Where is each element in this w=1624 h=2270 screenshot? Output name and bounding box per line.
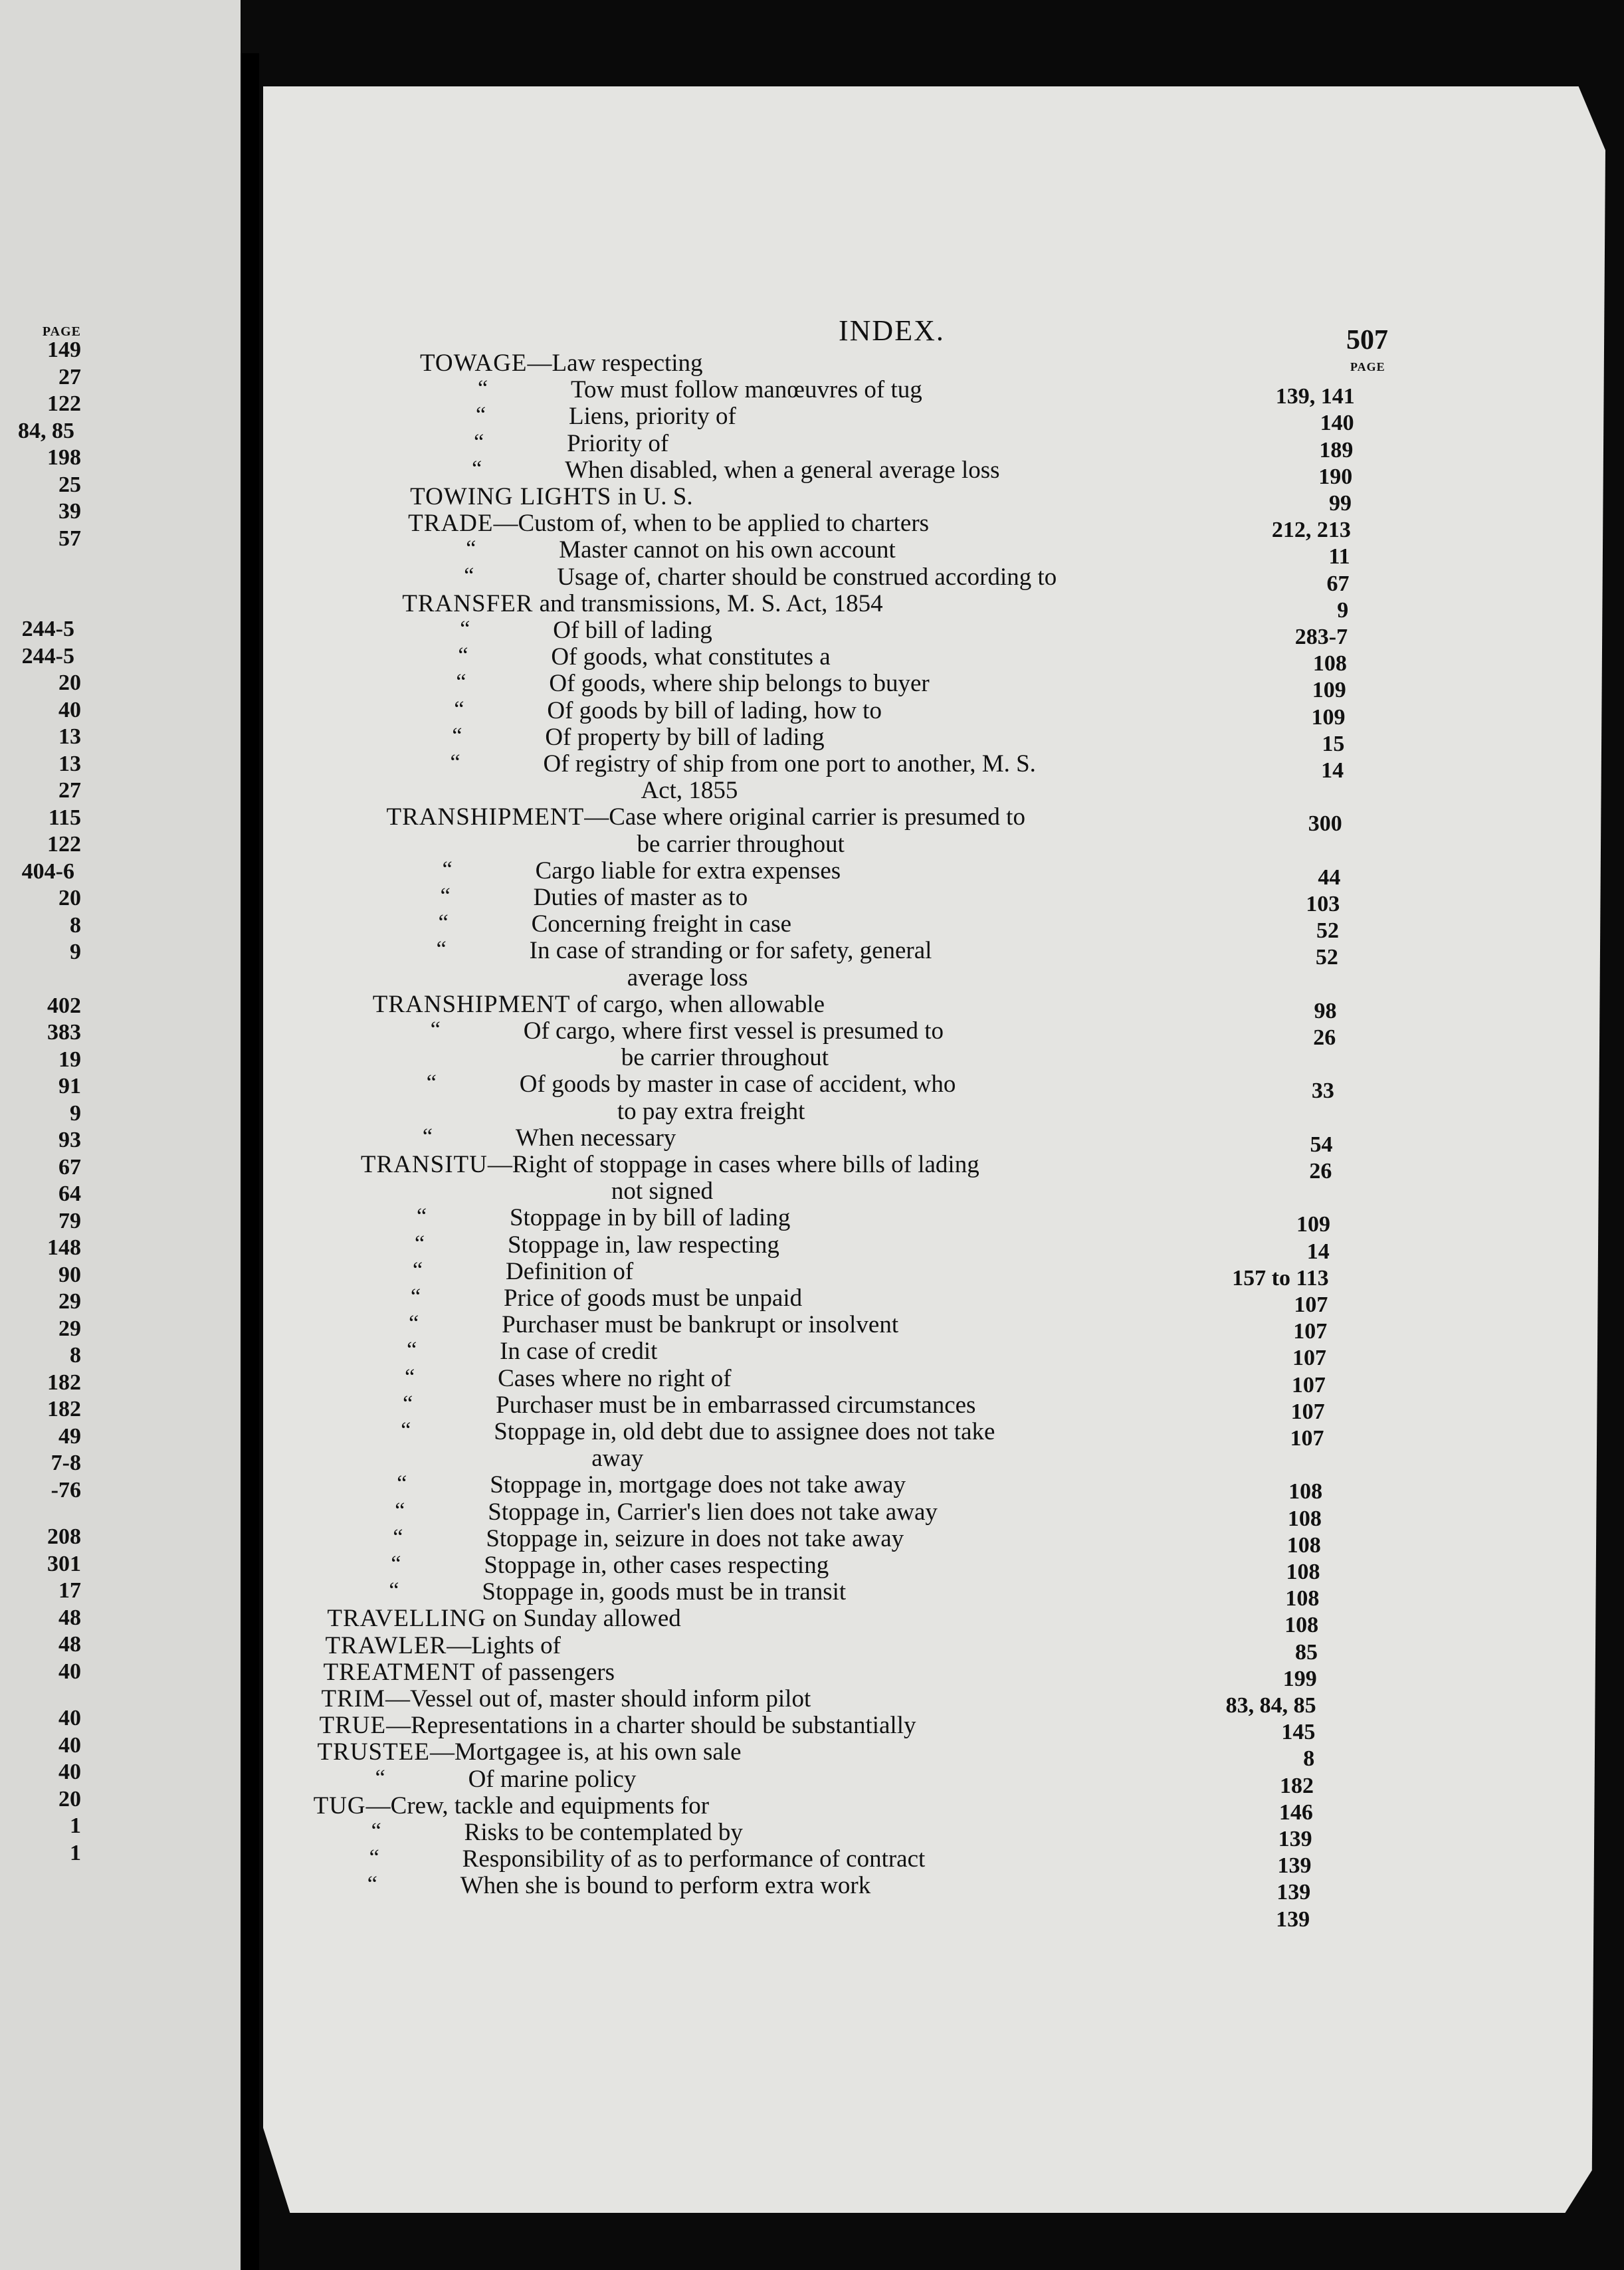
entry-page-ref: 9 — [1337, 597, 1349, 623]
entry-text: —Right of stoppage in cases where bills of lading — [487, 1151, 979, 1178]
index-entry — [442, 857, 841, 884]
left-page-number: 40 — [58, 1706, 81, 1730]
entry-text: Of goods, what constitutes a — [551, 643, 831, 671]
index-entry — [411, 1285, 803, 1312]
entry-text: In case of stranding or for safety, general — [529, 937, 932, 965]
entry-text: —Representations in a charter should be substantially — [386, 1712, 916, 1740]
left-page-number: 20 — [58, 886, 81, 910]
entry-text: Of goods by bill of lading, how to — [547, 696, 882, 724]
entry-heading: TOWING LIGHTS — [410, 483, 612, 510]
ditto-mark: “ — [405, 1364, 415, 1390]
entry-heading: TRUSTEE — [317, 1738, 430, 1766]
ditto-mark: “ — [440, 884, 451, 908]
entry-text: Concerning freight in case — [531, 910, 792, 938]
entry-text: —Mortgagee is, at his own sale — [429, 1738, 742, 1766]
entry-page-ref: 108 — [1286, 1532, 1321, 1558]
left-page-number: 244-5 — [21, 643, 74, 669]
left-page-number: 198 — [47, 445, 81, 470]
index-entry — [452, 723, 825, 751]
entry-page-ref: 107 — [1290, 1399, 1325, 1424]
entry-page-ref: 139 — [1276, 1880, 1311, 1905]
entry-continuation: away — [591, 1445, 644, 1473]
entry-page-ref: 109 — [1296, 1212, 1330, 1237]
ditto-mark: “ — [478, 376, 488, 401]
entry-page-ref: 14 — [1306, 1239, 1330, 1264]
left-page-number: 29 — [58, 1316, 81, 1341]
left-page-label: PAGE — [42, 324, 81, 339]
entry-page-ref: 33 — [1311, 1079, 1334, 1104]
entry-text: Cases where no right of — [498, 1364, 732, 1392]
left-page-number: 182 — [47, 1370, 81, 1395]
entry-heading: TUG — [313, 1792, 366, 1819]
ditto-mark: “ — [389, 1578, 399, 1603]
entry-page-ref: 15 — [1322, 731, 1345, 756]
ditto-mark: “ — [407, 1338, 417, 1363]
index-entry — [401, 1418, 995, 1445]
entry-text: Of property by bill of lading — [545, 723, 825, 751]
left-page-number: 40 — [58, 1732, 81, 1758]
left-page-number: 91 — [58, 1074, 81, 1098]
entry-page-ref: 139, 141 — [1275, 384, 1355, 409]
entry-text: Stoppage in, other cases respecting — [484, 1552, 829, 1579]
entry-heading: TRAWLER — [325, 1631, 447, 1659]
entry-page-ref: 108 — [1312, 651, 1347, 676]
entry-heading: TRIM — [321, 1685, 385, 1712]
entry-text: Usage of, charter should be construed according to — [557, 563, 1057, 591]
entry-text: Definition of — [506, 1257, 634, 1285]
entry-text: and transmissions, M. S. Act, 1854 — [533, 589, 883, 617]
entry-text: —Custom of, when to be applied to charters — [493, 510, 930, 538]
entry-text: Liens, priority of — [569, 403, 736, 431]
entry-text: Of marine policy — [468, 1765, 637, 1793]
index-entry — [314, 1794, 710, 1818]
entry-page-ref: 98 — [1314, 998, 1337, 1023]
entry-text: Cargo liable for extra expenses — [535, 857, 841, 884]
index-entry — [367, 1872, 871, 1900]
left-page-number: 27 — [58, 778, 81, 803]
ditto-mark: “ — [411, 1285, 421, 1309]
index-entry — [460, 617, 712, 644]
index-entry — [611, 1179, 713, 1203]
entry-text: Stoppage in, mortgage does not take away — [490, 1471, 906, 1499]
index-entry — [637, 832, 845, 857]
left-page-number: 244-5 — [21, 617, 74, 641]
left-page-number: 40 — [58, 1659, 81, 1684]
ditto-mark: “ — [416, 1204, 427, 1229]
index-entry — [456, 670, 930, 698]
entry-page-ref: 11 — [1328, 544, 1350, 569]
index-entry — [373, 992, 825, 1017]
entry-page-ref: 109 — [1312, 678, 1346, 703]
ditto-mark: “ — [401, 1418, 411, 1443]
entry-heading: TRANSHIPMENT — [386, 803, 585, 831]
index-entry — [397, 1471, 906, 1499]
entry-page-ref: 52 — [1316, 918, 1340, 944]
left-page-number: 20 — [58, 1786, 81, 1811]
entry-text: Stoppage in, Carrier's lien does not take away — [488, 1498, 938, 1526]
index-entry — [591, 1446, 643, 1471]
entry-page-ref: 140 — [1320, 411, 1354, 436]
entry-text: of cargo, when allowable — [570, 990, 825, 1018]
index-entry — [408, 511, 929, 536]
left-page-number: 49 — [58, 1423, 81, 1449]
left-page-number: 301 — [47, 1551, 81, 1576]
ditto-mark: “ — [393, 1524, 403, 1550]
index-entry — [641, 778, 738, 803]
entry-text: Stoppage in, goods must be in transit — [482, 1578, 847, 1606]
entry-continuation: average loss — [627, 964, 748, 991]
index-entry — [413, 1257, 634, 1285]
entry-continuation: to pay extra freight — [617, 1097, 805, 1125]
entry-page-ref: 54 — [1310, 1132, 1333, 1157]
entry-text: Of goods, where ship belongs to buyer — [549, 670, 930, 698]
index-entry — [403, 1391, 976, 1419]
entry-page-ref: 146 — [1278, 1800, 1313, 1825]
entry-text: When she is bound to perform extra work — [460, 1872, 871, 1900]
page-number: 507 — [1346, 325, 1388, 356]
ditto-mark: “ — [452, 723, 462, 748]
left-page-number: 29 — [58, 1289, 81, 1314]
entry-continuation: be carrier throughout — [637, 830, 845, 858]
left-page-number: 8 — [70, 1343, 81, 1368]
left-page-number: 27 — [58, 364, 81, 389]
ditto-mark: “ — [403, 1391, 413, 1416]
entry-page-ref: 139 — [1278, 1827, 1312, 1851]
index-entry — [375, 1765, 637, 1793]
index-entry — [617, 1099, 805, 1124]
left-page-number: 7-8 — [51, 1451, 81, 1475]
ditto-mark: “ — [414, 1231, 425, 1256]
entry-text: When necessary — [515, 1124, 676, 1152]
entry-page-ref: 67 — [1326, 571, 1350, 596]
left-page-number: 57 — [58, 526, 81, 551]
ditto-mark: “ — [426, 1071, 437, 1096]
entry-page-ref: 189 — [1319, 437, 1354, 463]
entry-text: Tow must follow manœuvres of tug — [571, 376, 922, 404]
entry-page-ref: 26 — [1309, 1159, 1332, 1184]
left-page-number: 13 — [58, 724, 81, 749]
entry-page-ref: 107 — [1291, 1372, 1326, 1397]
entry-page-ref: 8 — [1303, 1746, 1315, 1772]
entry-page-ref: 107 — [1290, 1426, 1324, 1451]
entry-text: Of bill of lading — [553, 617, 712, 644]
entry-text: Stoppage in, seizure in does not take away — [486, 1524, 904, 1552]
entry-text: Stoppage in, law respecting — [507, 1231, 779, 1259]
ditto-mark: “ — [464, 563, 474, 588]
left-page-number: 84, 85 — [18, 418, 74, 443]
index-entry — [395, 1498, 938, 1526]
left-page-number: 148 — [47, 1235, 81, 1260]
left-page-number: 48 — [58, 1632, 81, 1657]
index-entry — [438, 910, 792, 938]
entry-heading: TOWAGE — [420, 350, 528, 377]
left-page-margin — [0, 0, 241, 2270]
entry-text: in U. S. — [611, 483, 693, 510]
ditto-mark: “ — [409, 1311, 419, 1336]
left-page-number: 1 — [70, 1840, 81, 1865]
entry-heading: TRUE — [319, 1712, 387, 1740]
index-entry — [466, 536, 896, 564]
entry-page-ref: 108 — [1286, 1560, 1320, 1584]
index-entry — [322, 1687, 811, 1711]
index-entry — [458, 643, 831, 671]
entry-page-ref: 212, 213 — [1271, 518, 1351, 543]
left-page-number: 79 — [58, 1208, 81, 1233]
entry-text: Of registry of ship from one port to another, M. S. — [543, 750, 1036, 777]
index-entry — [430, 1017, 944, 1045]
ditto-mark: “ — [466, 536, 476, 562]
ditto-mark: “ — [422, 1124, 433, 1149]
entry-page-ref: 145 — [1281, 1720, 1316, 1745]
ditto-mark: “ — [395, 1498, 405, 1523]
entry-text: —Crew, tackle and equipments for — [365, 1792, 710, 1819]
entry-page-ref: 44 — [1318, 865, 1341, 890]
ditto-mark: “ — [367, 1872, 377, 1897]
left-page-number: 8 — [70, 912, 81, 938]
entry-text: Responsibility of as to performance of contract — [462, 1845, 926, 1873]
index-entry — [478, 376, 922, 404]
entry-text: —Vessel out of, master should inform pilot — [385, 1685, 811, 1712]
ditto-mark: “ — [397, 1471, 407, 1496]
index-entry — [391, 1552, 829, 1579]
entry-heading: TRAVELLING — [327, 1605, 486, 1633]
index-entry — [426, 1071, 956, 1098]
left-page-number: 383 — [47, 1020, 81, 1045]
entry-continuation: be carrier throughout — [621, 1044, 829, 1072]
entry-text: In case of credit — [500, 1338, 658, 1366]
left-page-number: 40 — [58, 697, 81, 722]
book-gutter — [241, 53, 259, 2270]
entry-text: —Lights of — [447, 1631, 561, 1659]
left-page-number: 115 — [48, 805, 81, 830]
entry-page-ref: 99 — [1329, 491, 1352, 516]
ditto-mark: “ — [442, 857, 453, 882]
entry-text: —Case where original carrier is presumed to — [584, 803, 1025, 831]
entry-page-ref: 283-7 — [1294, 625, 1348, 649]
index-entry — [327, 1606, 680, 1631]
entry-text: Purchaser must be bankrupt or insolvent — [502, 1311, 899, 1339]
entry-text: of passengers — [475, 1658, 615, 1686]
left-page-number: 17 — [58, 1578, 81, 1603]
entry-text: Risks to be contemplated by — [464, 1819, 743, 1846]
left-page-number: 13 — [58, 751, 81, 776]
entry-text: Priority of — [567, 429, 669, 457]
left-page-number: 48 — [58, 1605, 81, 1630]
index-entry — [393, 1524, 904, 1552]
ditto-mark: “ — [413, 1257, 423, 1283]
entry-text: Price of goods must be unpaid — [504, 1285, 803, 1312]
index-entry — [472, 456, 1000, 484]
left-page-number: 122 — [47, 391, 81, 416]
index-entry — [476, 403, 736, 431]
ditto-mark: “ — [375, 1765, 385, 1790]
index-entry — [361, 1152, 979, 1177]
entry-page-ref: 108 — [1285, 1586, 1320, 1611]
left-page-number: 20 — [58, 671, 81, 695]
entry-page-ref: 26 — [1313, 1025, 1336, 1050]
index-entry — [436, 937, 932, 965]
entry-heading: TRANSITU — [360, 1151, 488, 1178]
ditto-mark: “ — [371, 1819, 381, 1843]
ditto-mark: “ — [430, 1017, 441, 1042]
left-page-number: 122 — [47, 832, 81, 857]
entry-text: Purchaser must be in embarrassed circumstances — [496, 1391, 976, 1419]
index-entry — [420, 351, 703, 375]
ditto-mark: “ — [476, 403, 486, 428]
index-entry — [323, 1660, 615, 1685]
entry-heading: TRANSHIPMENT — [372, 990, 571, 1018]
index-entry — [621, 1045, 829, 1070]
entry-text: Stoppage in, old debt due to assignee does not take — [494, 1418, 995, 1445]
entry-page-ref: 85 — [1294, 1639, 1318, 1665]
index-entry — [474, 429, 669, 457]
index-entry — [320, 1713, 916, 1738]
entry-page-ref: 300 — [1308, 811, 1342, 837]
entry-page-ref: 108 — [1284, 1613, 1319, 1638]
index-entry — [416, 1204, 791, 1232]
entry-page-ref: 52 — [1315, 945, 1338, 970]
index-entry — [440, 884, 748, 911]
left-page-number: 208 — [47, 1524, 81, 1549]
ditto-mark: “ — [472, 456, 482, 481]
entry-page-ref: 139 — [1276, 1907, 1310, 1932]
page-column-label: PAGE — [1350, 360, 1385, 373]
left-page-number: 402 — [47, 993, 81, 1018]
left-page-number: 67 — [58, 1154, 81, 1180]
index-entry — [422, 1124, 676, 1152]
entry-page-ref: 139 — [1277, 1853, 1312, 1879]
entry-page-ref: 190 — [1318, 464, 1353, 489]
index-entry — [464, 563, 1057, 591]
ditto-mark: “ — [438, 910, 449, 936]
left-page-number: 9 — [70, 940, 81, 964]
entry-text: Stoppage in by bill of lading — [509, 1204, 791, 1232]
index-entry — [409, 1311, 899, 1339]
index-entry — [371, 1819, 743, 1846]
index-entry — [454, 696, 882, 724]
entry-page-ref: 107 — [1292, 1346, 1327, 1371]
ditto-mark: “ — [460, 617, 470, 641]
index-entry — [369, 1845, 926, 1873]
ditto-mark: “ — [436, 937, 447, 962]
index-entry — [407, 1338, 658, 1366]
index-entry — [414, 1231, 779, 1259]
left-page-number: 9 — [70, 1100, 81, 1126]
left-page-number: 182 — [47, 1397, 81, 1421]
index-entry — [387, 805, 1025, 829]
entry-page-ref: 107 — [1294, 1292, 1328, 1317]
entry-text: Master cannot on his own account — [559, 536, 896, 564]
index-entry — [627, 966, 748, 990]
left-page-number: 40 — [58, 1760, 81, 1784]
ditto-mark: “ — [474, 429, 484, 455]
entry-page-ref: 182 — [1280, 1773, 1314, 1798]
entry-page-ref: 109 — [1311, 704, 1346, 730]
index-entry — [450, 750, 1036, 777]
index-entry — [389, 1578, 847, 1606]
entry-text: When disabled, when a general average loss — [565, 456, 1000, 484]
left-page-number: 19 — [58, 1047, 81, 1072]
entry-heading: TRANSFER — [402, 589, 534, 617]
left-page-number: -76 — [51, 1477, 81, 1502]
entry-text: Of cargo, where first vessel is presumed to — [523, 1017, 944, 1045]
index-entry — [410, 484, 692, 509]
entry-page-ref: 107 — [1293, 1319, 1328, 1344]
ditto-mark: “ — [391, 1552, 401, 1576]
entry-text: on Sunday allowed — [486, 1605, 681, 1633]
left-page-number: 149 — [47, 338, 81, 362]
index-entry — [325, 1633, 560, 1658]
entry-page-ref: 108 — [1287, 1506, 1322, 1531]
entry-page-ref: 199 — [1282, 1666, 1317, 1691]
left-page-number: 25 — [58, 472, 81, 497]
page-title: INDEX. — [839, 314, 945, 347]
ditto-mark: “ — [456, 670, 466, 695]
left-page-number: 39 — [58, 499, 81, 524]
entry-page-ref: 108 — [1288, 1479, 1323, 1504]
entry-page-ref: 14 — [1321, 758, 1344, 783]
entry-page-ref: 157 to 113 — [1232, 1265, 1329, 1290]
entry-text: Duties of master as to — [533, 884, 748, 911]
entry-page-ref: 103 — [1306, 892, 1340, 916]
index-entry — [318, 1740, 742, 1764]
ditto-mark: “ — [458, 643, 468, 669]
ditto-mark: “ — [454, 696, 464, 722]
left-page-number: 404-6 — [21, 859, 74, 884]
index-entry — [402, 591, 882, 616]
entry-heading: TREATMENT — [323, 1658, 476, 1686]
ditto-mark: “ — [369, 1845, 379, 1871]
ditto-mark: “ — [450, 750, 460, 775]
entry-page-ref: 83, 84, 85 — [1225, 1693, 1316, 1718]
entry-text: —Law respecting — [527, 350, 703, 377]
left-page-number: 64 — [58, 1182, 81, 1206]
left-page-number: 90 — [58, 1262, 81, 1287]
entry-text: Of goods by master in case of accident, who — [519, 1071, 956, 1098]
left-page-number: 1 — [70, 1813, 81, 1838]
entry-heading: TRADE — [408, 510, 494, 538]
entry-continuation: not signed — [611, 1178, 714, 1205]
left-page-number: 93 — [58, 1128, 81, 1152]
entry-continuation: Act, 1855 — [641, 777, 738, 805]
index-entry — [405, 1364, 732, 1392]
